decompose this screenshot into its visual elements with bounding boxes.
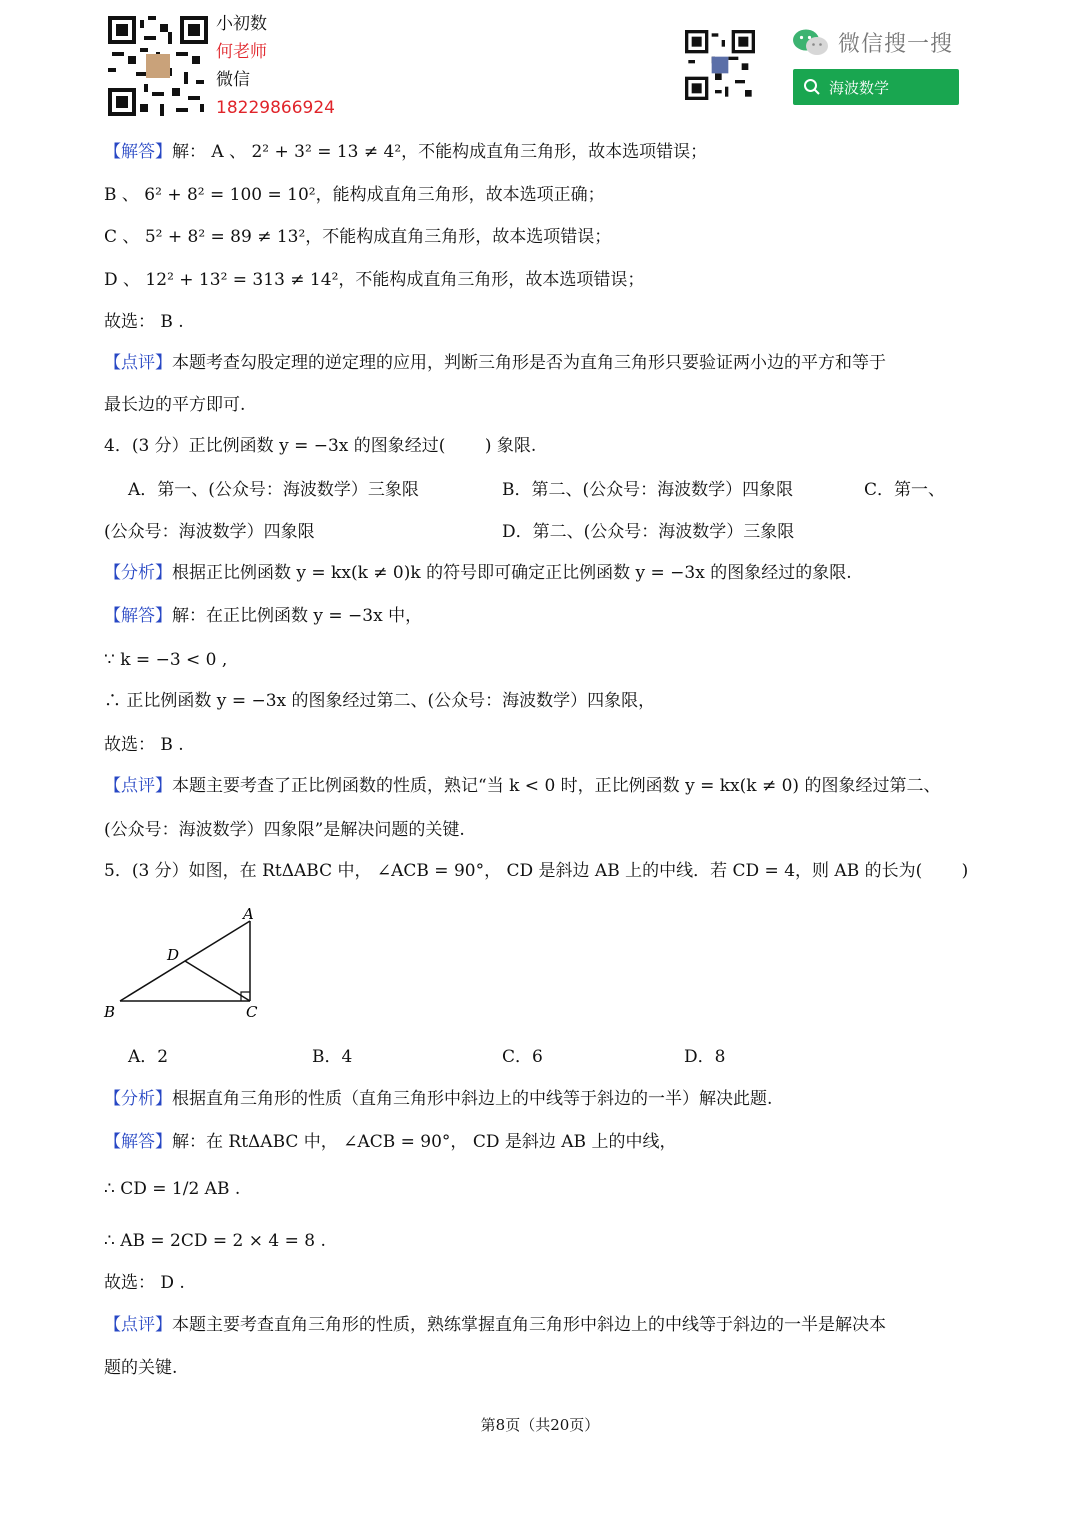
wechat-search-logo <box>792 27 953 58</box>
label-b: B <box>104 1003 116 1021</box>
brand-line-1: 小初数 <box>216 14 267 34</box>
line-cd-half-ab: ∴ CD = 1/2 AB . <box>104 1179 241 1199</box>
line-answer-4: 【解答】解：在正比例函数 y = −3x 中， <box>104 606 423 626</box>
tag-analysis: 【分析】 <box>104 1089 172 1109</box>
line-answer-3 <box>104 140 707 164</box>
brand-line-3: 微信 <box>216 70 250 90</box>
q5-option-d: D．8 <box>684 1047 726 1067</box>
page-footer: 第8页（共20页） <box>480 1416 600 1434</box>
median-cd <box>185 961 250 1001</box>
triangle-figure <box>100 905 270 1029</box>
tag-comment: 【点评】 <box>104 776 172 796</box>
q5-option-c: C．6 <box>502 1047 543 1067</box>
wechat-search-title: 微信搜一搜 <box>838 32 954 57</box>
tag-answer: 【解答】 <box>104 142 172 162</box>
wechat-icon <box>792 28 830 58</box>
tag-answer: 【解答】 <box>104 1132 172 1152</box>
line-because-4: ∵ k = −3 < 0 , <box>104 650 228 670</box>
line-comment-3: 【点评】本题考查勾股定理的逆定理的应用，判断三角形是否为直角三角形只要验证两小边的平方和等于 <box>104 353 886 373</box>
brand-line-2: 何老师 <box>216 42 267 62</box>
line-choose-4: 故选： B . <box>104 735 184 755</box>
line-analysis-5: 【分析】根据直角三角形的性质（直角三角形中斜边上的中线等于斜边的一半）解决此题. <box>104 1089 773 1109</box>
line-analysis-4: 【分析】根据正比例函数 y = kx(k ≠ 0)k 的符号即可确定正比例函数 y = −3x 的图象经过的象限. <box>104 563 852 583</box>
qr-code-icon <box>685 30 755 100</box>
q4-option-b: B．第二、(公众号：海波数学）四象限 <box>502 480 794 500</box>
line-comment-5: 【点评】本题主要考查直角三角形的性质，熟练掌握直角三角形中斜边上的中线等于斜边的一半是解决本 <box>104 1315 886 1335</box>
tag-analysis: 【分析】 <box>104 563 172 583</box>
q4-option-c: C．第一、 <box>864 480 946 500</box>
line-choose-5: 故选： D . <box>104 1273 185 1293</box>
search-haibo-button[interactable] <box>793 69 959 105</box>
line-comment-4: 【点评】本题主要考查了正比例函数的性质，熟记“当 k < 0 时，正比例函数 y = kx(k ≠ 0) 的图象经过第二、 <box>104 776 941 796</box>
tag-comment: 【点评】 <box>104 353 172 373</box>
qr-code-icon <box>108 16 208 116</box>
line-text: 解： A 、 2² + 3² = 13 ≠ 4²，不能构成直角三角形，故本选项错误； <box>172 142 708 162</box>
q5-option-b: B．4 <box>312 1047 353 1067</box>
label-d: D <box>167 946 180 964</box>
qr-code-contact <box>108 16 208 116</box>
tag-comment: 【点评】 <box>104 1315 172 1335</box>
qr-code-official <box>685 30 755 100</box>
contact-brand-text <box>216 10 335 122</box>
line-comment-4-cont: (公众号：海波数学）四象限”是解决问题的关键. <box>104 820 465 840</box>
line-choose-3: 故选： B . <box>104 312 184 332</box>
q4-option-a: A．第一、(公众号：海波数学）三象限 <box>128 480 419 500</box>
line-ab-equals-8: ∴ AB = 2CD = 2 × 4 = 8 . <box>104 1231 326 1251</box>
line-option-b: B 、 6² + 8² = 100 = 10²，能构成直角三角形，故本选项正确； <box>104 185 605 205</box>
question-4: 4．(3 分）正比例函数 y = −3x 的图象经过( ) 象限. <box>104 436 537 456</box>
line-comment-3-cont: 最长边的平方即可. <box>104 395 246 415</box>
q4-option-d: D．第二、(公众号：海波数学）三象限 <box>502 522 795 542</box>
line-comment-5-cont: 题的关键. <box>104 1358 178 1378</box>
search-button-label: 海波数学 <box>829 78 890 97</box>
line-option-c: C 、 5² + 8² = 89 ≠ 13²，不能构成直角三角形，故本选项错误； <box>104 227 612 247</box>
line-therefore-4: ∴ 正比例函数 y = −3x 的图象经过第二、(公众号：海波数学）四象限， <box>104 691 656 711</box>
q4-option-c-cont: (公众号：海波数学）四象限 <box>104 522 315 542</box>
question-5: 5．(3 分）如图，在 RtΔABC 中， ∠ACB = 90°， CD 是斜边 AB 上的中线．若 CD = 4，则 AB 的长为( ) <box>104 861 969 881</box>
tag-answer: 【解答】 <box>104 606 172 626</box>
label-a: A <box>243 905 254 923</box>
brand-phone: 18229866924 <box>216 98 335 118</box>
line-option-d: D 、 12² + 13² = 313 ≠ 14²，不能构成直角三角形，故本选项错误； <box>104 270 645 290</box>
label-c: C <box>246 1003 258 1021</box>
line-answer-5: 【解答】解：在 RtΔABC 中， ∠ACB = 90°， CD 是斜边 AB 上的中线， <box>104 1132 677 1152</box>
q5-option-a: A．2 <box>128 1047 169 1067</box>
search-icon <box>803 78 821 96</box>
